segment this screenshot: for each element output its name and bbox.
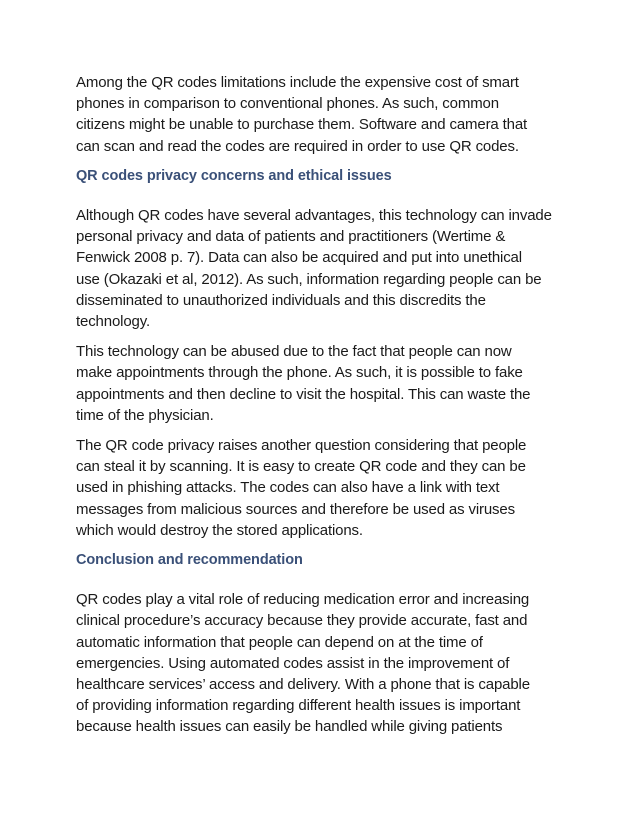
paragraph-phishing-risk: The QR code privacy raises another question considering that people can steal it by scanning. It is easy to create QR code and they can be used in phishing attacks. The codes can also have a link with text messages from malicious sources and therefore be used as viruses which would destroy the stored applications. — [76, 437, 527, 539]
heading-conclusion: Conclusion and recommendation — [76, 552, 303, 569]
paragraph-appointment-abuse: This technology can be abused due to the fact that people can now make appointments through the phone. As such, it is possible to fake appointments and then decline to visit the hospital. This can waste the time of the physician. — [76, 343, 531, 424]
paragraph-privacy-invasion: Although QR codes have several advantages, this technology can invade personal privacy and data of patients and practitioners (Wertime & Fenwick 2008 p. 7). Data can also be acquired and put into unethical use (Okazaki et al, 2012). As such, information regarding people can be disseminated to unauthorized individuals and this discredits the technology. — [76, 207, 552, 331]
document-page — [76, 72, 576, 747]
heading-privacy-concerns: QR codes privacy concerns and ethical issues — [76, 167, 392, 184]
paragraph-qr-limitations: Among the QR codes limitations include the expensive cost of smart phones in comparison to conventional phones. As such, common citizens might be unable to purchase them. Software and camera that can scan and read the codes are required in order to use QR codes. — [76, 74, 528, 155]
paragraph-conclusion: QR codes play a vital role of reducing medication error and increasing clinical procedure’s accuracy because they provide accurate, fast and automatic information that people can depend on at the time of emergencies. Using automated codes assist in the improvement of healthcare services’ access and delivery. With a phone that is capable of providing information regarding different health issues is important because health issues can easily be handled while giving patients — [76, 591, 530, 736]
